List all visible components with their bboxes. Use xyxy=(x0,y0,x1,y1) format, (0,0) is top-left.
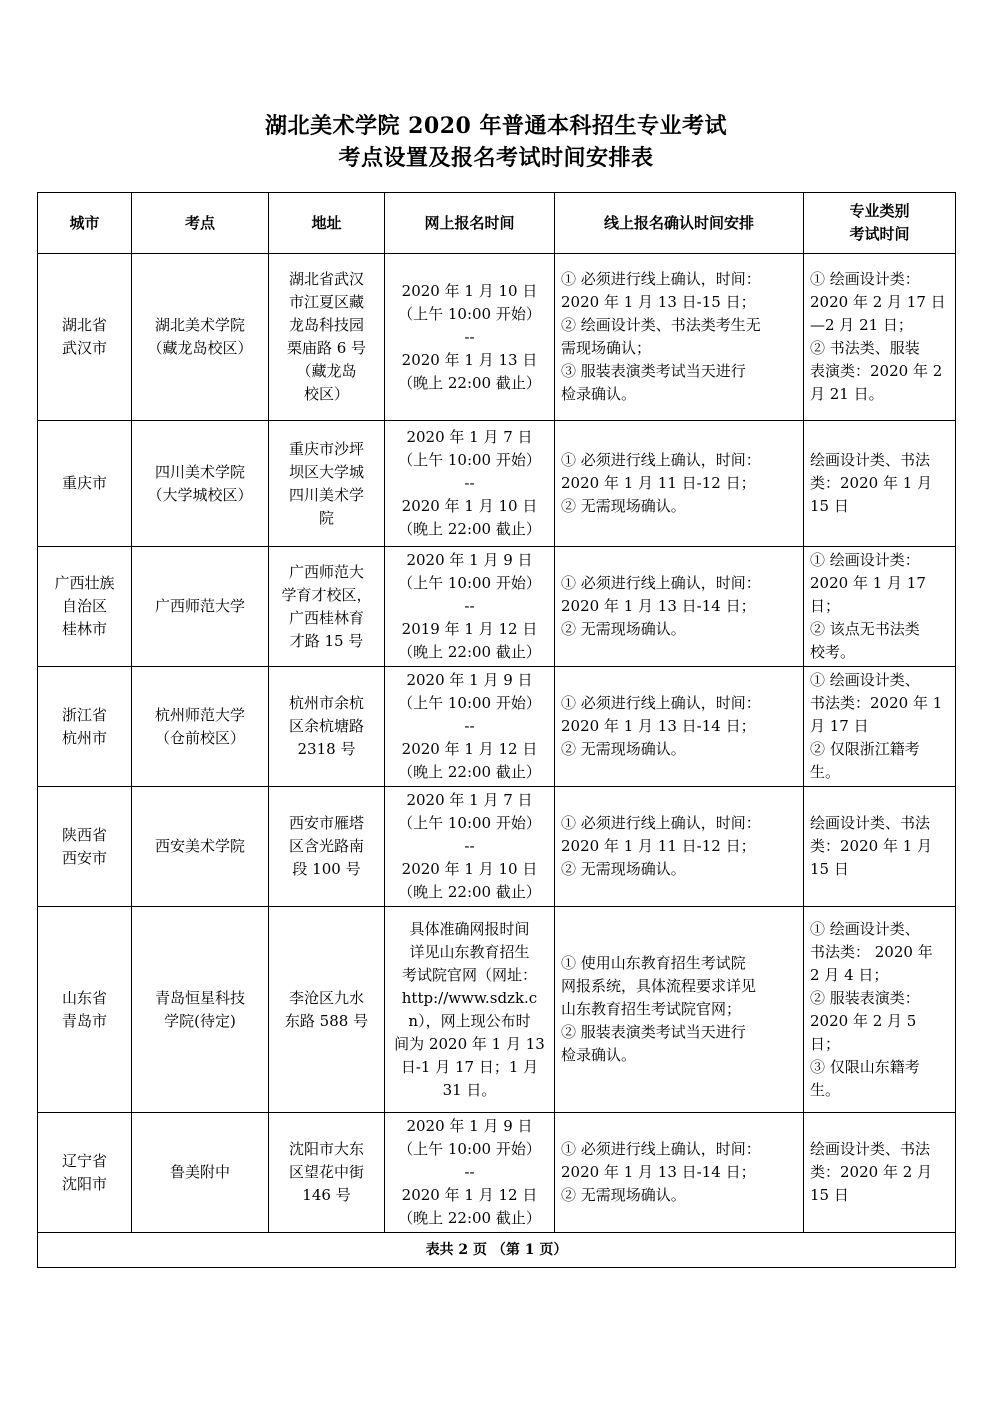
cell-registration-time-line: （晚上 22:00 截止） xyxy=(398,763,541,781)
cell-exam-time-line: ② 该点无书法类 xyxy=(810,620,920,638)
cell-registration-time-line: （晚上 22:00 截止） xyxy=(398,520,541,538)
cell-city xyxy=(38,1113,132,1233)
header-row xyxy=(38,193,956,254)
cell-city-line: 重庆市 xyxy=(61,474,107,492)
cell-registration-time-line: 2020 年 1 月 9 日 xyxy=(406,551,533,569)
cell-registration-time xyxy=(385,667,555,787)
cell-registration-time xyxy=(385,254,555,421)
cell-registration-time-line: （上午 10:00 开始） xyxy=(398,694,541,712)
cell-registration-time-line: 具体准确网报时间 xyxy=(409,919,530,938)
cell-address-line: 校区） xyxy=(303,385,349,403)
cell-site xyxy=(132,667,269,787)
cell-exam-time-line: 2020 年 2 月 17 日 xyxy=(810,293,946,311)
cell-confirmation-line: 网报系统，具体流程要求详见 xyxy=(561,977,757,995)
cell-confirmation-line: ② 无需现场确认。 xyxy=(561,860,686,878)
header-city: 城市 xyxy=(38,193,132,254)
cell-exam-time xyxy=(804,667,956,787)
cell-exam-time-line: 月 17 日 xyxy=(810,717,869,735)
cell-registration-time-line: 详见山东教育招生 xyxy=(409,942,530,961)
cell-city-line: 自治区 xyxy=(61,597,107,615)
cell-address-line: 龙岛科技园 xyxy=(288,316,364,334)
cell-address-line: 院 xyxy=(318,508,334,527)
cell-city xyxy=(38,547,132,667)
cell-confirmation xyxy=(555,547,804,667)
cell-registration-time-line: （晚上 22:00 截止） xyxy=(398,883,541,901)
cell-site-line: 鲁美附中 xyxy=(169,1163,230,1181)
cell-registration-time-line: 间为 2020 年 1 月 13 xyxy=(394,1034,545,1053)
cell-exam-time-line: 书法类：2020 年 1 xyxy=(810,694,943,712)
cell-address-line: 区望花中街 xyxy=(288,1163,364,1181)
cell-confirmation-line: ② 无需现场确认。 xyxy=(561,740,686,758)
cell-confirmation-line: 检录确认。 xyxy=(561,1046,637,1064)
cell-exam-time-line: ① 绘画设计类、 xyxy=(810,919,920,938)
cell-exam-time-line: 15 日 xyxy=(810,497,849,515)
cell-exam-time-line: 校考。 xyxy=(810,643,856,661)
cell-confirmation-line: ② 无需现场确认。 xyxy=(561,620,686,638)
cell-exam-time xyxy=(804,907,956,1113)
cell-address-line: 杭州市余杭 xyxy=(288,694,364,712)
cell-confirmation-line: ② 无需现场确认。 xyxy=(561,1186,686,1204)
cell-site-line: 青岛恒星科技 xyxy=(154,988,245,1007)
cell-city-line: 广西壮族 xyxy=(54,574,115,592)
cell-site-line: （大学城校区） xyxy=(147,485,253,504)
cell-address xyxy=(269,667,385,787)
cell-confirmation xyxy=(555,1113,804,1233)
cell-registration-time-line: （晚上 22:00 截止） xyxy=(398,373,541,392)
cell-exam-time-line: ① 绘画设计类、 xyxy=(810,671,920,689)
header-site: 考点 xyxy=(132,193,269,254)
cell-registration-time-line: -- xyxy=(464,597,475,615)
cell-address-line: 市江夏区藏 xyxy=(288,293,364,311)
cell-registration-time xyxy=(385,787,555,907)
cell-city-line: 辽宁省 xyxy=(61,1151,107,1170)
cell-address-line: 重庆市沙坪 xyxy=(288,439,364,458)
cell-site-line: 湖北美术学院 xyxy=(154,316,245,334)
cell-registration-time-line: （上午 10:00 开始） xyxy=(398,574,541,592)
cell-address-line: 坝区大学城 xyxy=(288,462,364,481)
cell-address-line: 区含光路南 xyxy=(288,837,364,855)
cell-registration-time-line: n），网上现公布时 xyxy=(408,1011,531,1030)
cell-exam-time xyxy=(804,254,956,421)
cell-registration-time-line: 31 日。 xyxy=(442,1080,497,1099)
cell-site-line: 杭州师范大学 xyxy=(154,705,245,724)
cell-address-line: 栗庙路 6 号 xyxy=(286,339,367,357)
cell-address-line: 广西师范大 xyxy=(288,562,364,581)
cell-registration-time-line: -- xyxy=(464,474,475,492)
cell-address-line: 沈阳市大东 xyxy=(288,1140,364,1158)
table-row xyxy=(38,421,956,547)
cell-city-line: 青岛市 xyxy=(61,1011,107,1030)
cell-address-line: 146 号 xyxy=(302,1186,351,1204)
cell-exam-time-line: 月 21 日。 xyxy=(810,385,884,403)
cell-city-line: 武汉市 xyxy=(61,339,107,357)
cell-city-line: 杭州市 xyxy=(61,728,107,747)
cell-confirmation-line: ① 必须进行线上确认，时间： xyxy=(561,270,761,288)
cell-registration-time-line: 2020 年 1 月 7 日 xyxy=(406,791,533,809)
schedule-table xyxy=(37,192,956,1268)
cell-exam-time-line: 15 日 xyxy=(810,860,849,878)
title-line-1: 湖北美术学院 2020 年普通本科招生专业考试 xyxy=(264,113,728,139)
cell-confirmation-line: ① 必须进行线上确认，时间： xyxy=(561,694,761,712)
cell-registration-time-line: -- xyxy=(464,1163,475,1181)
cell-registration-time-line: 2020 年 1 月 13 日 xyxy=(401,350,538,369)
cell-address xyxy=(269,907,385,1113)
cell-site xyxy=(132,421,269,547)
cell-address-line: 2318 号 xyxy=(297,740,356,758)
header-exam-time xyxy=(804,193,956,254)
cell-registration-time xyxy=(385,421,555,547)
cell-site-line: 广西师范大学 xyxy=(154,597,245,615)
cell-exam-time xyxy=(804,1113,956,1233)
cell-confirmation-line: ① 必须进行线上确认，时间： xyxy=(561,451,761,469)
cell-registration-time xyxy=(385,547,555,667)
cell-exam-time-line: 生。 xyxy=(810,1080,841,1099)
cell-site-line: 学院(待定) xyxy=(164,1011,236,1030)
cell-registration-time-line: （晚上 22:00 截止） xyxy=(398,643,541,661)
cell-exam-time-line: 绘画设计类、书法 xyxy=(810,451,931,469)
cell-address-line: 广西桂林育 xyxy=(288,608,364,627)
cell-exam-time-line: ① 绘画设计类： xyxy=(810,551,920,569)
cell-city-line: 山东省 xyxy=(61,988,107,1007)
cell-address-line: 区余杭塘路 xyxy=(288,717,364,735)
cell-city xyxy=(38,667,132,787)
cell-city-line: 陕西省 xyxy=(61,825,107,844)
cell-address-line: 段 100 号 xyxy=(292,860,361,878)
cell-exam-time-line: 生。 xyxy=(810,763,841,781)
title-line-2: 考点设置及报名考试时间安排表 xyxy=(338,145,654,171)
table-row xyxy=(38,787,956,907)
cell-city-line: 湖北省 xyxy=(61,316,107,334)
cell-exam-time-line: 表演类：2020 年 2 xyxy=(810,362,943,380)
cell-exam-time xyxy=(804,787,956,907)
cell-confirmation-line: ③ 服装表演类考试当天进行 xyxy=(561,362,746,380)
cell-registration-time-line: 2020 年 1 月 10 日 xyxy=(401,497,538,515)
cell-confirmation xyxy=(555,787,804,907)
document-title xyxy=(0,110,992,174)
cell-city-line: 浙江省 xyxy=(61,705,107,724)
cell-registration-time-line: 2020 年 1 月 7 日 xyxy=(406,428,533,446)
cell-exam-time-line: ③ 仅限山东籍考 xyxy=(810,1057,920,1076)
cell-confirmation-line: ① 必须进行线上确认，时间： xyxy=(561,574,761,592)
header-address: 地址 xyxy=(269,193,385,254)
header-online-confirmation: 线上报名确认时间安排 xyxy=(555,193,804,254)
cell-registration-time-line: -- xyxy=(464,717,475,735)
cell-confirmation-line: 2020 年 1 月 13 日-15 日； xyxy=(561,293,756,311)
cell-registration-time-line: 2020 年 1 月 9 日 xyxy=(406,1117,533,1135)
cell-city xyxy=(38,421,132,547)
cell-confirmation-line: 山东教育招生考试院官网； xyxy=(561,1000,742,1018)
table-row xyxy=(38,547,956,667)
cell-confirmation-line: ② 绘画设计类、书法类考生无 xyxy=(561,316,761,334)
cell-registration-time-line: 2020 年 1 月 9 日 xyxy=(406,671,533,689)
cell-site-line: 西安美术学院 xyxy=(154,837,245,855)
cell-confirmation xyxy=(555,907,804,1113)
cell-address-line: 湖北省武汉 xyxy=(288,270,364,288)
cell-registration-time-line: （上午 10:00 开始） xyxy=(398,814,541,832)
cell-exam-time xyxy=(804,421,956,547)
cell-address xyxy=(269,421,385,547)
cell-registration-time-line: （上午 10:00 开始） xyxy=(398,304,541,323)
cell-city xyxy=(38,254,132,421)
cell-registration-time-line: 2020 年 1 月 12 日 xyxy=(401,1186,538,1204)
cell-registration-time-line: 日-1 月 17 日；1 月 xyxy=(400,1057,539,1076)
header-exam-line-1: 专业类别 xyxy=(849,202,910,220)
cell-city-line: 西安市 xyxy=(61,848,107,867)
cell-city xyxy=(38,907,132,1113)
cell-exam-time-line: 2020 年 1 月 17 日； xyxy=(810,574,926,615)
cell-confirmation-line: 检录确认。 xyxy=(561,385,637,403)
cell-address-line: 才路 15 号 xyxy=(289,631,364,650)
cell-site xyxy=(132,787,269,907)
cell-registration-time-line: -- xyxy=(464,327,475,346)
cell-site xyxy=(132,547,269,667)
cell-city-line: 沈阳市 xyxy=(61,1174,107,1193)
cell-exam-time-line: ② 服装表演类： xyxy=(810,988,920,1007)
cell-registration-time-line: （上午 10:00 开始） xyxy=(398,1140,541,1158)
cell-exam-time-line: 15 日 xyxy=(810,1186,849,1204)
cell-site xyxy=(132,1113,269,1233)
cell-registration-time-line: 考试院官网（网址： xyxy=(401,965,537,984)
cell-site-line: （藏龙岛校区） xyxy=(147,339,253,357)
cell-registration-time-line: http://www.sdzk.c xyxy=(401,988,538,1007)
cell-registration-time xyxy=(385,1113,555,1233)
cell-city xyxy=(38,787,132,907)
cell-exam-time xyxy=(804,547,956,667)
cell-confirmation-line: 2020 年 1 月 13 日-14 日； xyxy=(561,717,756,735)
cell-registration-time-line: 2019 年 1 月 12 日 xyxy=(401,620,538,638)
cell-site xyxy=(132,254,269,421)
cell-exam-time-line: ① 绘画设计类： xyxy=(810,270,920,288)
cell-exam-time-line: 绘画设计类、书法 xyxy=(810,814,931,832)
cell-address-line: 四川美术学 xyxy=(288,485,364,504)
cell-address xyxy=(269,1113,385,1233)
cell-address xyxy=(269,787,385,907)
cell-confirmation-line: ① 必须进行线上确认，时间： xyxy=(561,1140,761,1158)
cell-confirmation-line: 需现场确认； xyxy=(561,339,652,357)
cell-confirmation-line: ① 使用山东教育招生考试院 xyxy=(561,954,746,972)
cell-exam-time-line: —2 月 21 日； xyxy=(810,316,913,334)
cell-exam-time-line: 类：2020 年 1 月 xyxy=(810,474,933,492)
cell-confirmation-line: 2020 年 1 月 13 日-14 日； xyxy=(561,1163,756,1181)
cell-exam-time-line: 绘画设计类、书法 xyxy=(810,1140,931,1158)
cell-site-line: （仓前校区） xyxy=(154,728,245,747)
cell-confirmation xyxy=(555,254,804,421)
table-row xyxy=(38,1113,956,1233)
cell-exam-time-line: ② 书法类、服装 xyxy=(810,339,920,357)
cell-address-line: （藏龙岛 xyxy=(296,362,357,380)
cell-address xyxy=(269,547,385,667)
table-row xyxy=(38,907,956,1113)
cell-registration-time xyxy=(385,907,555,1113)
cell-address-line: 东路 588 号 xyxy=(284,1011,369,1030)
cell-registration-time-line: （上午 10:00 开始） xyxy=(398,451,541,469)
cell-confirmation-line: 2020 年 1 月 13 日-14 日； xyxy=(561,597,756,615)
cell-confirmation-line: ① 必须进行线上确认，时间： xyxy=(561,814,761,832)
table-row xyxy=(38,667,956,787)
cell-site-line: 四川美术学院 xyxy=(154,462,245,481)
cell-registration-time-line: 2020 年 1 月 12 日 xyxy=(401,740,538,758)
cell-registration-time-line: （晚上 22:00 截止） xyxy=(398,1209,541,1227)
cell-exam-time-line: 书法类： 2020 年 xyxy=(810,942,933,961)
header-exam-line-2: 考试时间 xyxy=(849,225,910,243)
cell-exam-time-line: 2 月 4 日； xyxy=(810,965,889,984)
cell-confirmation xyxy=(555,667,804,787)
cell-exam-time-line: 类：2020 年 1 月 xyxy=(810,837,933,855)
cell-registration-time-line: -- xyxy=(464,837,475,855)
table-row xyxy=(38,254,956,421)
cell-site xyxy=(132,907,269,1113)
cell-confirmation xyxy=(555,421,804,547)
cell-registration-time-line: 2020 年 1 月 10 日 xyxy=(401,281,538,300)
cell-address-line: 学育才校区， xyxy=(281,585,372,604)
cell-exam-time-line: ② 仅限浙江籍考 xyxy=(810,740,920,758)
cell-confirmation-line: 2020 年 1 月 11 日-12 日； xyxy=(561,837,756,855)
cell-address-line: 李沧区九水 xyxy=(288,988,364,1007)
cell-exam-time-line: 2020 年 2 月 5 日； xyxy=(810,1011,917,1053)
cell-exam-time-line: 类：2020 年 2 月 xyxy=(810,1163,933,1181)
header-online-registration: 网上报名时间 xyxy=(385,193,555,254)
cell-city-line: 桂林市 xyxy=(61,620,107,638)
page-footer: 表共 2 页 （第 1 页） xyxy=(38,1233,956,1268)
cell-address xyxy=(269,254,385,421)
cell-confirmation-line: 2020 年 1 月 11 日-12 日； xyxy=(561,474,756,492)
cell-confirmation-line: ② 无需现场确认。 xyxy=(561,497,686,515)
footer-row xyxy=(38,1233,956,1268)
cell-confirmation-line: ② 服装表演类考试当天进行 xyxy=(561,1023,746,1041)
cell-registration-time-line: 2020 年 1 月 10 日 xyxy=(401,860,538,878)
cell-address-line: 西安市雁塔 xyxy=(288,814,364,832)
